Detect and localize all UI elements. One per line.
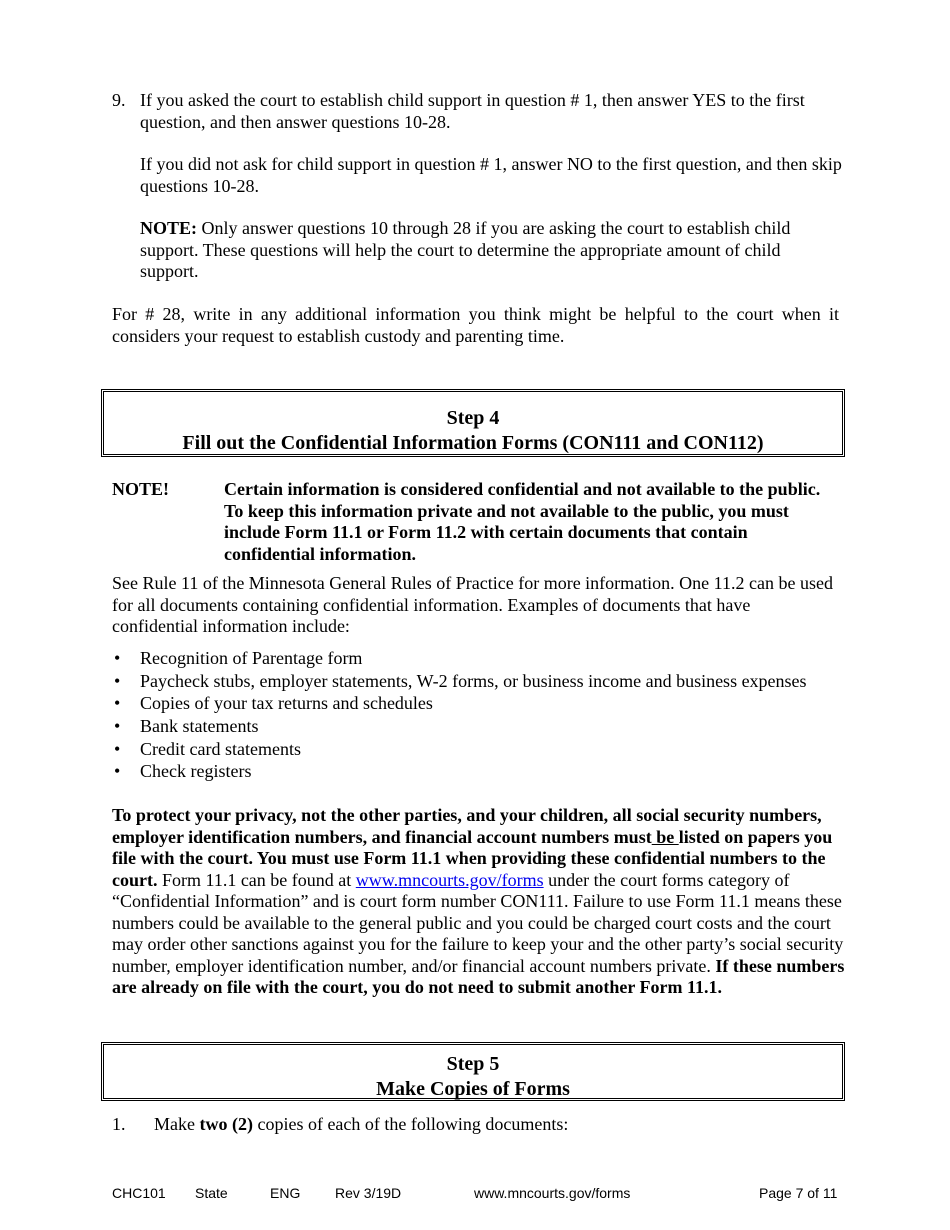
footer-language: ENG — [270, 1185, 301, 1201]
question-9-note — [140, 218, 842, 283]
privacy-underlined-text: be — [651, 826, 679, 847]
list-item — [112, 716, 852, 739]
step-5-header — [101, 1042, 845, 1101]
rule-11-paragraph: See Rule 11 of the Minnesota General Rules of Practice for more information. One 11.2 can be used for all documents containing confidential information. Examples of documents that have confidential information include: — [112, 573, 833, 636]
question-9-paragraph: If you did not ask for child support in question # 1, answer NO to the first question, and then skip questions 10-28. — [140, 154, 842, 196]
list-item-text: Bank statements — [140, 716, 259, 737]
privacy-bold-text: To protect your privacy, not the other parties, and your children, all social security numbers, employer identification numbers, and financial account numbers must — [112, 805, 822, 847]
list-item — [112, 671, 852, 694]
step-subtitle: Make Copies of Forms — [376, 1078, 570, 1100]
item-text-pre: Make — [154, 1114, 200, 1134]
bullet-icon: • — [114, 648, 121, 668]
confidential-documents-list — [112, 648, 852, 784]
note-text: Only answer questions 10 through 28 if you are asking the court to establish child support. These questions will help the court to determine the appropriate amount of child support. — [140, 218, 791, 281]
privacy-text: Form 11.1 can be found at — [157, 869, 356, 890]
note-text: Certain information is considered confidential and not available to the public. To keep this information private and not available to the public, you must include Form 11.1 or Form 11.2 with certain documents that contain confidential information. — [224, 479, 821, 564]
question-28-instructions: For # 28, write in any additional information you think might be helpful to the court when it considers your request to establish custody and parenting time. — [112, 304, 839, 346]
list-item-text: Recognition of Parentage form — [140, 648, 363, 668]
list-item — [112, 739, 852, 762]
item-text — [154, 1114, 568, 1136]
bullet-icon: • — [114, 693, 121, 714]
bullet-icon: • — [114, 738, 121, 759]
list-item-text: Paycheck stubs, employer statements, W-2 forms, or business income and business expenses — [140, 670, 807, 691]
bullet-icon: • — [114, 670, 121, 691]
footer-revision: Rev 3/19D — [335, 1185, 402, 1201]
question-9-body — [140, 90, 842, 283]
step-5-item — [112, 1114, 568, 1136]
forms-link[interactable]: www.mncourts.gov/forms — [355, 869, 544, 890]
item-text-post: copies of each of the following documents: — [252, 1114, 569, 1134]
item-number: 1. — [112, 1114, 126, 1134]
confidential-note — [112, 479, 839, 565]
list-item — [112, 693, 852, 716]
privacy-paragraph — [112, 805, 847, 999]
footer-form-code: CHC101 — [112, 1185, 166, 1201]
step-title: Step 4 — [446, 407, 500, 429]
step-4-header — [101, 389, 845, 457]
question-9 — [112, 90, 842, 304]
list-item-text: Credit card statements — [140, 738, 301, 759]
note-label: NOTE! — [112, 479, 170, 499]
step-subtitle: Fill out the Confidential Information Forms (CON111 and CON112) — [182, 432, 764, 454]
bullet-icon: • — [114, 761, 121, 782]
footer-state: State — [195, 1185, 228, 1201]
step-title: Step 5 — [446, 1053, 500, 1075]
privacy-text: under the court forms category of “Confidential Information” and is court form number CON111. Failure to use Form 11.1 means these numbers could be available to the general public and you could be charged court costs and the court may order other sanctions against you for the failure to keep your and the other party’s social security number, employer identification number, and/or financial account numbers private. — [112, 869, 844, 976]
question-number: 9. — [112, 90, 126, 110]
footer-url: www.mncourts.gov/forms — [474, 1185, 631, 1201]
item-text-bold: two (2) — [199, 1114, 253, 1134]
privacy-bold-text: If these numbers are already on file with the court, you do not need to submit another Form 11.1. — [112, 955, 845, 997]
list-item-text: Copies of your tax returns and schedules — [140, 693, 433, 714]
list-item — [112, 761, 852, 784]
bullet-icon: • — [114, 716, 121, 737]
list-item-text: Check registers — [140, 761, 252, 782]
note-label: NOTE: — [140, 218, 198, 238]
list-item — [112, 648, 852, 671]
privacy-bold-text: listed on papers you file with the court. You must use Form 11.1 when providing these confidential numbers to the court. — [112, 826, 833, 890]
page-footer — [0, 1185, 950, 1203]
question-9-paragraph: If you asked the court to establish child support in question # 1, then answer YES to the first question, and then answer questions 10-28. — [140, 90, 805, 132]
footer-page-number: Page 7 of 11 — [759, 1185, 838, 1201]
